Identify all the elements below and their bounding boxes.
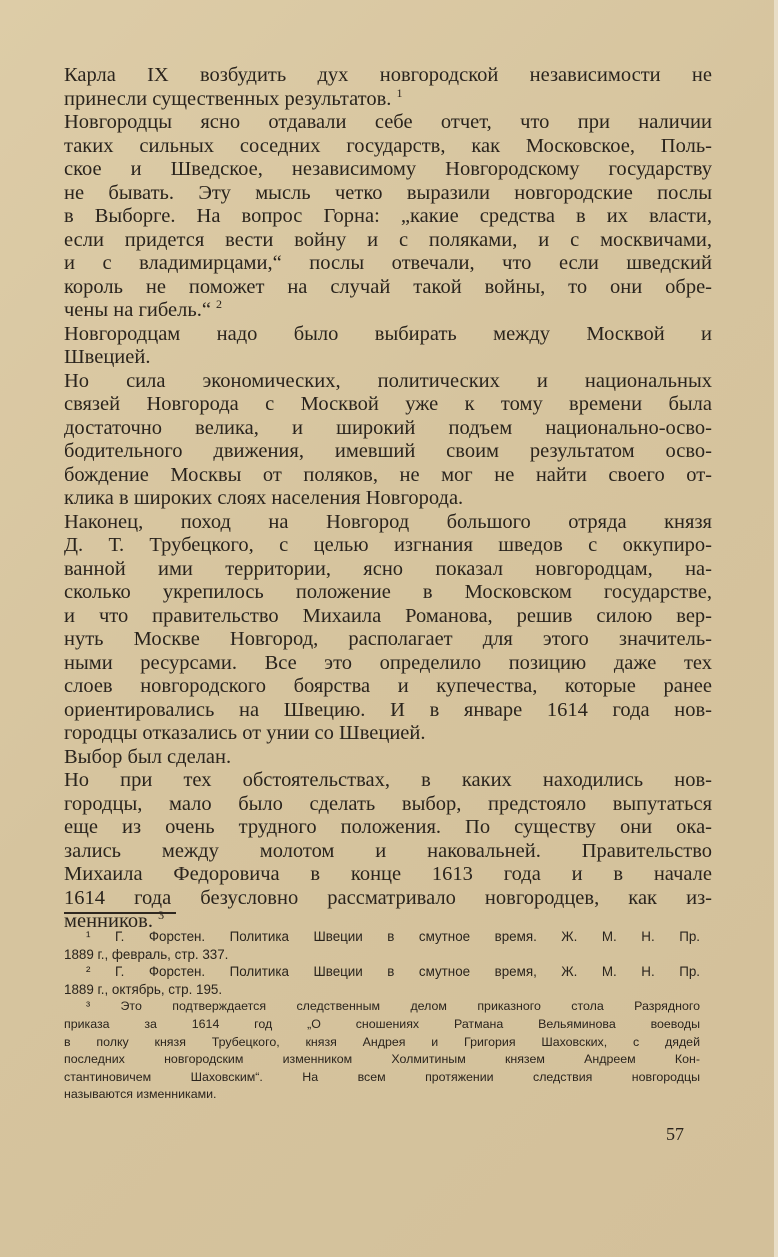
text-line (64, 581, 712, 605)
text-line (64, 464, 712, 488)
text-line (64, 628, 712, 652)
text-line-content: менников. (64, 910, 153, 932)
text-line-content: ориентировались на Швецию. И в январе 1614 года нов- (64, 698, 712, 721)
text-line (64, 299, 712, 323)
text-line-content: клика в широких слоях населения Новгорода. (64, 487, 464, 509)
text-line-content: король не поможет на случай такой войны, то они обре- (64, 275, 712, 298)
text-line-content: слоев новгородского боярства и купечества, которые ранее (64, 675, 712, 697)
text-line (64, 816, 712, 840)
text-line (64, 863, 712, 887)
text-line-content: связей Новгорода с Москвой уже к тому времени была (64, 393, 712, 415)
text-line (64, 88, 712, 112)
text-line (64, 840, 712, 864)
text-line-content: Но при тех обстоятельствах, в каких находились нов- (64, 769, 712, 791)
text-line-content: если придется вести войну и с поляками, и с москвичами, (64, 228, 712, 251)
text-line-content: в Выборге. На вопрос Горна: „какие средства в их власти, (64, 205, 712, 227)
text-line (64, 205, 712, 229)
text-line (64, 323, 712, 347)
footnote-ref: 1 (396, 87, 403, 100)
page-number: 57 (666, 1124, 684, 1144)
text-line-content: городцы, мало было сделать выбор, предстояло выпутаться (64, 792, 712, 815)
footnote-line: 1889 г., октябрь, стр. 195. (64, 981, 223, 997)
text-line-content: Выбор был сделан. (64, 745, 232, 768)
text-line (64, 252, 712, 276)
footnote-line: ¹ Г. Форстен. Политика Швеции в смутное время. Ж. М. Н. Пр. (86, 929, 700, 944)
text-line (64, 769, 712, 793)
main-text (64, 64, 712, 934)
text-line-content: ными ресурсами. Все это определило позицию даже тех (64, 651, 712, 674)
text-line-content: таких сильных соседних государств, как Московское, Поль- (64, 134, 712, 157)
text-line (64, 534, 712, 558)
text-line (64, 229, 712, 253)
text-line-content: сколько укрепилось положение в Московском государстве, (64, 581, 712, 603)
text-line-content: Михаила Федоровича в конце 1613 года и в начале (64, 863, 712, 885)
text-line-content: чены на гибель.“ (64, 299, 211, 321)
text-line (64, 605, 712, 629)
text-line-content: Наконец, поход на Новгород большого отряда князя (64, 510, 712, 533)
text-line-content: Карла IX возбудить дух новгородской независимости не (64, 64, 712, 86)
footnote-line: ³ Это подтверждается следственным делом приказного стола Разрядного (86, 999, 700, 1014)
text-line-content: и с владимирцами,“ послы отвечали, что если шведский (64, 252, 712, 274)
text-line (64, 887, 712, 911)
text-line-content: 1614 года безусловно рассматривало новгородцев, как из- (64, 886, 712, 909)
text-line-content: бодительного движения, имевший своим результатом осво- (64, 440, 712, 462)
text-line (64, 346, 712, 370)
text-line-content: Д. Т. Трубецкого, с целью изгнания шведов с оккупиро- (64, 534, 712, 556)
text-line (64, 135, 712, 159)
text-line (64, 675, 712, 699)
footnote-divider (64, 912, 176, 914)
footnote-line: ² Г. Форстен. Политика Швеции в смутное время, Ж. М. Н. Пр. (86, 964, 700, 980)
footnote-ref: 2 (216, 299, 223, 312)
text-line (64, 64, 712, 88)
text-line (64, 111, 712, 135)
text-line-content: ванной ими территории, ясно показал новгородцам, на- (64, 557, 712, 580)
footnote-line: называются изменниками. (64, 1087, 217, 1102)
footnote-line: приказа за 1614 год „О сношениях Ратмана Вельяминова воеводы (64, 1016, 700, 1031)
text-line (64, 276, 712, 300)
text-line (64, 652, 712, 676)
footnote-line: в полку князя Трубецкого, князя Андрея и Григория Шаховских, с дядей (64, 1034, 700, 1049)
text-line-content: бождение Москвы от поляков, не мог не найти своего от- (64, 463, 712, 486)
text-line (64, 393, 712, 417)
text-line (64, 417, 712, 441)
footnote-line: 1889 г., февраль, стр. 337. (64, 946, 229, 962)
text-line (64, 511, 712, 535)
text-line (64, 158, 712, 182)
text-line (64, 722, 712, 746)
text-line-content: еще из очень трудного положения. По существу они ока- (64, 816, 712, 838)
text-line-content: ское и Шведское, независимому Новгородскому государству (64, 158, 712, 180)
text-line-content: Швецией. (64, 346, 151, 368)
text-line-content: нуть Москве Новгород, располагает для этого значитель- (64, 628, 712, 650)
text-line (64, 746, 712, 770)
footnote-line: последних новгородским изменником Холмитиным князем Андреем Кон- (64, 1052, 700, 1067)
text-line (64, 793, 712, 817)
text-line-content: принесли существенных результатов. (64, 87, 392, 110)
text-line (64, 558, 712, 582)
text-line-content: и что правительство Михаила Романова, решив силою вер- (64, 604, 712, 627)
footnotes (64, 928, 700, 1104)
text-line-content: зались между молотом и наковальней. Правительство (64, 839, 712, 862)
text-line-content: Новгородцы ясно отдавали себе отчет, что при наличии (64, 111, 712, 133)
text-line-content: не бывать. Эту мысль четко выразили новгородские послы (64, 181, 712, 204)
page-edge (774, 0, 778, 1257)
text-line (64, 699, 712, 723)
text-line (64, 182, 712, 206)
text-line (64, 440, 712, 464)
footnote-ref: 3 (158, 910, 165, 923)
text-line-content: Новгородцам надо было выбирать между Москвой и (64, 322, 712, 345)
text-line-content: городцы отказались от унии со Швецией. (64, 722, 426, 744)
text-line (64, 487, 712, 511)
text-line-content: Но сила экономических, политических и национальных (64, 369, 712, 392)
text-line (64, 370, 712, 394)
text-line-content: достаточно велика, и широкий подъем национально-осво- (64, 416, 712, 439)
footnote-line: стантиновичем Шаховским“. На всем протяжении следствия новгородцы (64, 1069, 700, 1084)
